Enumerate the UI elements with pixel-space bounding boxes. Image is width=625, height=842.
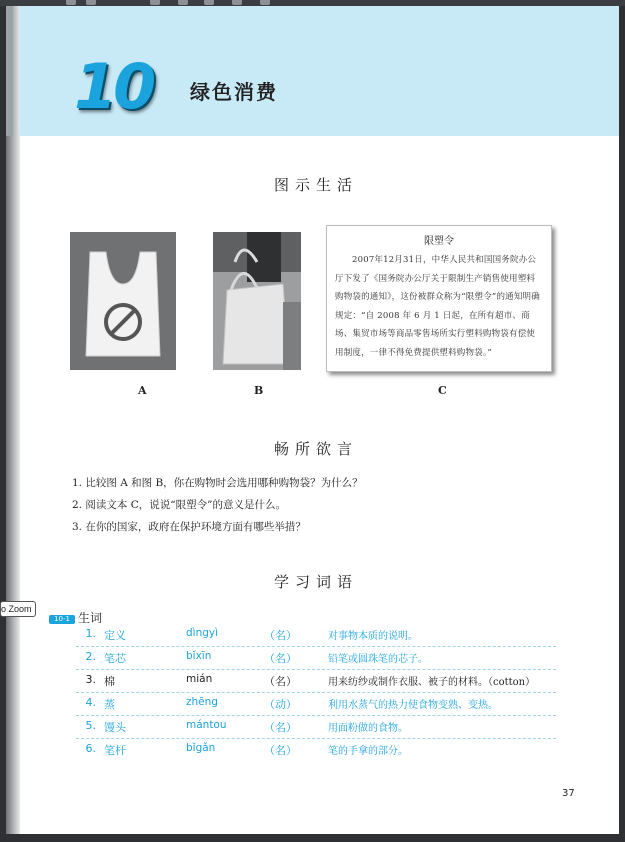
image-reusable-bag <box>213 232 301 370</box>
vocab-pos: （名） <box>264 675 297 688</box>
vocab-num: 4. <box>85 696 96 709</box>
vocab-definition: 利用水蒸气的热力使食物变熟、变热。 <box>328 700 498 711</box>
vocab-definition: 用面粉做的食物。 <box>328 723 408 734</box>
lesson-number: 10 <box>74 50 153 123</box>
vocab-pos: （名） <box>264 629 297 642</box>
back-icon[interactable] <box>66 0 76 5</box>
vocab-num: 6. <box>85 742 96 755</box>
vocab-definition: 铅笔或圆珠笔的芯子。 <box>328 654 428 665</box>
caption-a: A <box>138 384 147 397</box>
vocab-row <box>76 670 556 693</box>
vocab-definition: 用来纺纱或制作衣服、被子的材料。（cotton） <box>328 677 536 688</box>
vocab-num: 1. <box>85 627 96 640</box>
vocab-pos: （名） <box>264 721 297 734</box>
vocab-word: 蒸 <box>104 698 115 711</box>
vocab-row <box>76 716 556 739</box>
lesson-title: 绿色消费 <box>190 80 278 104</box>
discussion-questions <box>72 472 363 538</box>
vocab-pinyin: dìngyì <box>186 627 219 639</box>
vocab-word: 笔芯 <box>104 652 126 665</box>
question-item: 2. 阅读文本 C，说说“限塑令”的意义是什么。 <box>72 499 286 511</box>
bookmark-icon[interactable] <box>178 0 188 5</box>
vocab-word: 定义 <box>104 629 126 642</box>
vocab-pos: （名） <box>264 652 297 665</box>
vocab-num: 2. <box>85 650 96 663</box>
book-page <box>6 6 619 834</box>
image-plastic-bag-banned <box>70 232 176 370</box>
section-title-vocabulary: 学习词语 <box>274 573 359 591</box>
vocab-pinyin: bǐxīn <box>186 650 212 662</box>
page-number: 37 <box>562 788 575 799</box>
zoom-tooltip[interactable]: o Zoom <box>0 601 36 617</box>
question-item: 1. 比较图 A 和图 B，你在购物时会选用哪种购物袋？为什么？ <box>72 477 363 489</box>
vocab-pinyin: mántou <box>186 719 227 731</box>
vocab-row <box>76 739 556 761</box>
vocab-num: 3. <box>85 673 96 686</box>
grid-icon[interactable] <box>150 0 160 5</box>
vocab-pos: （名） <box>264 744 297 757</box>
vocab-definition: 对事物本质的说明。 <box>328 631 418 642</box>
vocab-definition: 笔的手拿的部分。 <box>328 746 408 757</box>
vocab-row <box>76 693 556 716</box>
vocab-row <box>76 647 556 670</box>
textbox-title: 限塑令 <box>424 236 454 247</box>
settings-icon[interactable] <box>260 0 270 5</box>
vocab-row <box>76 624 556 647</box>
print-icon[interactable] <box>204 0 214 5</box>
vocab-pinyin: bǐgǎn <box>186 742 216 754</box>
vocab-word: 棉 <box>104 675 115 688</box>
vocab-word: 馒头 <box>104 721 126 734</box>
vocab-pos: （动） <box>264 698 297 711</box>
vocab-pinyin: zhēng <box>186 696 218 708</box>
caption-b: B <box>254 384 264 397</box>
regulation-textbox <box>326 225 552 372</box>
share-icon[interactable] <box>232 0 242 5</box>
vocab-num: 5. <box>85 719 96 732</box>
section-title-illustrated-life: 图示生活 <box>274 176 359 194</box>
forward-icon[interactable] <box>86 0 96 5</box>
section-title-discussion: 畅所欲言 <box>274 440 359 458</box>
vocab-label: 生词 <box>78 611 103 625</box>
caption-c: C <box>438 384 447 397</box>
textbox-body: 2007年12月31日，中华人民共和国国务院办公厅下发了《国务院办公厅关于限制生产销售使用塑料购物袋的通知》，这份被群众称为“限塑令”的通知明确规定：“自 2008 年 6 月 1 日起，在所有超市、商场、集贸市场等商品零售场所实行塑料购物袋有偿使用制度，一律不得免费提供塑料购物袋。” <box>335 255 540 358</box>
vocab-track-badge: 10-1 <box>49 615 75 624</box>
spine-header-strip <box>6 6 13 136</box>
vocab-word: 笔杆 <box>104 744 126 757</box>
question-item: 3. 在你的国家，政府在保护环境方面有哪些举措？ <box>72 521 306 533</box>
vocab-pinyin: mián <box>186 673 213 685</box>
